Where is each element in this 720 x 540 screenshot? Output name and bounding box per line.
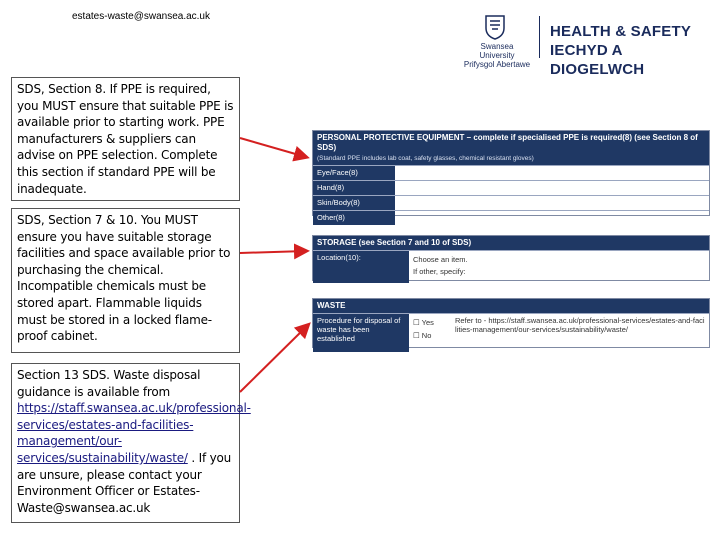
waste-refer-link[interactable]: Refer to - https://staff.swansea.ac.uk/professional-services/estates-and-facilities-management/our-services/sustainability/waste/ [455, 316, 705, 334]
ppe-label-hand: Hand(8) [313, 181, 395, 195]
arrow-to-storage [240, 251, 306, 253]
ppe-label-skin: Skin/Body(8) [313, 196, 395, 210]
ppe-heading: PERSONAL PROTECTIVE EQUIPMENT – complete if specialised PPE is required(8) (see Section 8 of SDS) [313, 131, 709, 155]
waste-heading: WASTE [313, 299, 709, 313]
arrow-to-ppe [240, 138, 306, 157]
ppe-label-eye: Eye/Face(8) [313, 166, 395, 180]
storage-label-location: Location(10): [313, 251, 409, 283]
note-ppe: SDS, Section 8. If PPE is required, you MUST ensure that suitable PPE is available prior to starting work. PPE manufacturers & suppliers can advise on PPE selection. Complete this section if standard PPE will be inadequate. [11, 77, 240, 201]
university-name-en: Swansea University [479, 42, 515, 60]
university-name-cy: Prifysgol Abertawe [463, 60, 531, 69]
storage-other-field[interactable]: If other, specify: [413, 267, 466, 276]
waste-guidance-link[interactable]: https://staff.swansea.ac.uk/professional-services/estates-and-facilities-management/our-services/sustainability/waste/ [17, 401, 251, 465]
waste-yes-checkbox[interactable]: ☐ Yes [413, 318, 434, 327]
note-storage: SDS, Section 7 & 10. You MUST ensure you have suitable storage facilities and space available prior to purchasing the chemical. Incompatible chemicals must be stored apart. Flammable liquids must be stored in a locked flame-proof cabinet. [11, 208, 240, 353]
waste-label-procedure: Procedure for disposal of waste has been established [313, 314, 409, 352]
storage-location-select[interactable]: Choose an item. [413, 255, 468, 264]
storage-heading: STORAGE (see Section 7 and 10 of SDS) [313, 236, 709, 250]
note-waste-text: Section 13 SDS. Waste disposal guidance is available from [17, 368, 201, 399]
ppe-subheading: (Standard PPE includes lab coat, safety glasses, chemical resistant gloves) [313, 155, 709, 165]
email-header: estates-waste@swansea.ac.uk [72, 11, 210, 22]
note-waste-contact: . If you are unsure, please contact your Environment Officer or Estates-Waste@swansea.ac.uk [17, 450, 232, 515]
arrow-to-waste [240, 325, 308, 392]
title-english: HEALTH & SAFETY [550, 23, 692, 40]
waste-no-checkbox[interactable]: ☐ No [413, 331, 432, 340]
title-welsh: IECHYD A DIOGELWCH [550, 42, 645, 78]
ppe-label-other: Other(8) [313, 211, 395, 225]
